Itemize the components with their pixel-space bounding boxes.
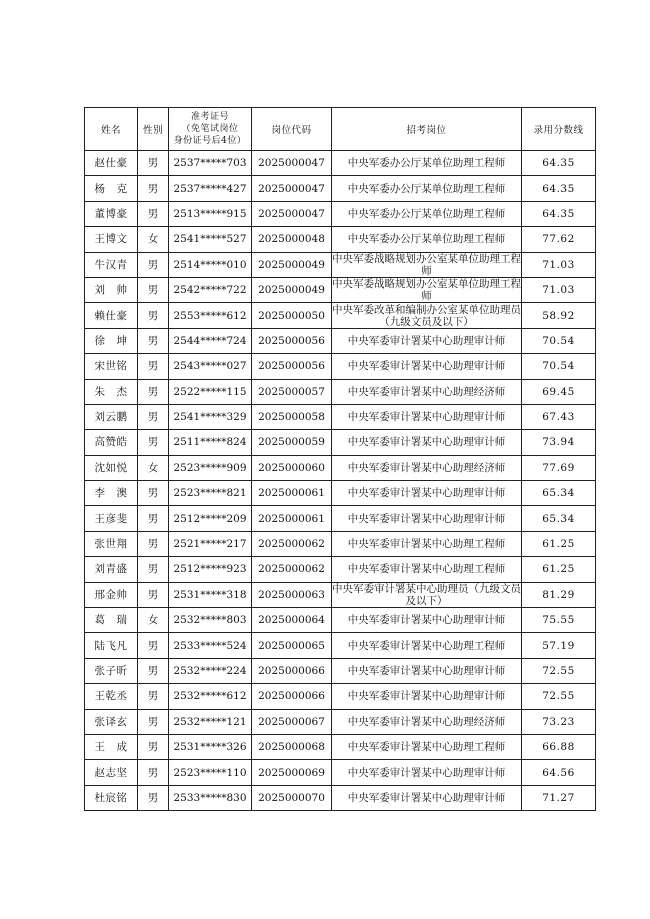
cell-gender: 男 xyxy=(138,684,169,709)
cell-score: 77.62 xyxy=(522,227,596,252)
cell-post-code: 2025000047 xyxy=(252,176,332,201)
header-exam-id-line2: （免笔试岗位 xyxy=(181,124,239,134)
cell-post: 中央军委办公厅某单位助理工程师 xyxy=(332,151,522,176)
cell-gender: 男 xyxy=(138,379,169,404)
cell-name: 葛 瑞 xyxy=(85,608,138,633)
cell-post: 中央军委审计署某中心助理工程师 xyxy=(332,557,522,582)
cell-post-code: 2025000049 xyxy=(252,252,332,277)
cell-name: 沈如悦 xyxy=(85,455,138,480)
cell-post-code: 2025000063 xyxy=(252,582,332,607)
cell-post-code: 2025000064 xyxy=(252,608,332,633)
cell-post: 中央军委审计署某中心助理审计师 xyxy=(332,404,522,429)
cell-score: 58.92 xyxy=(522,303,596,328)
cell-post-code: 2025000060 xyxy=(252,455,332,480)
table-row xyxy=(85,328,596,353)
cell-name: 王博文 xyxy=(85,227,138,252)
cell-gender: 男 xyxy=(138,481,169,506)
cell-exam-id: 2544*****724 xyxy=(169,328,252,353)
cell-score: 65.34 xyxy=(522,506,596,531)
table-row xyxy=(85,608,596,633)
cell-score: 66.88 xyxy=(522,734,596,759)
cell-name: 董博豪 xyxy=(85,201,138,226)
table-row xyxy=(85,506,596,531)
table-row xyxy=(85,709,596,734)
cell-exam-id: 2532*****612 xyxy=(169,684,252,709)
cell-post: 中央军委战略规划办公室某单位助理工程师 xyxy=(332,278,521,303)
table-row xyxy=(85,176,596,201)
cell-name: 杨 克 xyxy=(85,176,138,201)
table-row xyxy=(85,760,596,785)
cell-gender: 男 xyxy=(138,506,169,531)
cell-exam-id: 2511*****824 xyxy=(169,430,252,455)
cell-exam-id: 2541*****329 xyxy=(169,404,252,429)
cell-post: 中央军委审计署某中心助理审计师 xyxy=(332,658,522,683)
cell-gender: 男 xyxy=(138,277,169,302)
cell-name: 高赞皓 xyxy=(85,430,138,455)
cell-score: 73.94 xyxy=(522,430,596,455)
cell-post-code: 2025000070 xyxy=(252,785,332,810)
admission-table xyxy=(84,107,596,811)
cell-post: 中央军委审计署某中心助理审计师 xyxy=(332,430,522,455)
cell-post-code: 2025000049 xyxy=(252,277,332,302)
cell-score: 64.35 xyxy=(522,201,596,226)
table-row xyxy=(85,734,596,759)
cell-exam-id: 2523*****110 xyxy=(169,760,252,785)
cell-score: 75.55 xyxy=(522,608,596,633)
cell-name: 徐 坤 xyxy=(85,328,138,353)
cell-exam-id: 2542*****722 xyxy=(169,277,252,302)
cell-post-code: 2025000056 xyxy=(252,354,332,379)
cell-name: 王彦斐 xyxy=(85,506,138,531)
cell-score: 67.43 xyxy=(522,404,596,429)
cell-gender: 男 xyxy=(138,734,169,759)
header-post: 招考岗位 xyxy=(332,108,522,151)
table-row xyxy=(85,455,596,480)
cell-gender: 女 xyxy=(138,608,169,633)
cell-post: 中央军委审计署某中心助理审计师 xyxy=(332,760,522,785)
cell-score: 64.56 xyxy=(522,760,596,785)
cell-exam-id: 2541*****527 xyxy=(169,227,252,252)
cell-score: 70.54 xyxy=(522,354,596,379)
cell-post: 中央军委审计署某中心助理工程师 xyxy=(332,734,522,759)
cell-name: 赵志坚 xyxy=(85,760,138,785)
cell-name: 赵仕豪 xyxy=(85,151,138,176)
table-row xyxy=(85,303,596,328)
cell-name: 李 澳 xyxy=(85,481,138,506)
header-exam-id-line3: 身份证号后4位） xyxy=(173,136,247,146)
cell-score: 61.25 xyxy=(522,557,596,582)
cell-post: 中央军委审计署某中心助理经济师 xyxy=(332,455,522,480)
cell-name: 陆飞凡 xyxy=(85,633,138,658)
cell-post: 中央军委审计署某中心助理审计师 xyxy=(332,684,522,709)
cell-post: 中央军委审计署某中心助理审计师 xyxy=(332,354,522,379)
cell-post-code: 2025000069 xyxy=(252,760,332,785)
cell-gender: 男 xyxy=(138,176,169,201)
cell-exam-id: 2514*****010 xyxy=(169,252,252,277)
cell-score: 72.55 xyxy=(522,658,596,683)
cell-gender: 男 xyxy=(138,430,169,455)
cell-name: 张子昕 xyxy=(85,658,138,683)
cell-exam-id: 2512*****923 xyxy=(169,557,252,582)
cell-exam-id: 2521*****217 xyxy=(169,531,252,556)
cell-post: 中央军委审计署某中心助理审计师 xyxy=(332,328,522,353)
cell-post-code: 2025000066 xyxy=(252,658,332,683)
cell-exam-id: 2523*****821 xyxy=(169,481,252,506)
table-row xyxy=(85,785,596,810)
cell-name: 张世翔 xyxy=(85,531,138,556)
cell-exam-id: 2512*****209 xyxy=(169,506,252,531)
cell-gender: 男 xyxy=(138,557,169,582)
cell-gender: 女 xyxy=(138,227,169,252)
cell-post: 中央军委办公厅某单位助理工程师 xyxy=(332,201,522,226)
header-post-code: 岗位代码 xyxy=(252,108,332,151)
table-row xyxy=(85,684,596,709)
cell-score: 64.35 xyxy=(522,176,596,201)
cell-name: 朱 杰 xyxy=(85,379,138,404)
cell-exam-id: 2532*****224 xyxy=(169,658,252,683)
cell-gender: 男 xyxy=(138,404,169,429)
cell-gender: 男 xyxy=(138,252,169,277)
table-row xyxy=(85,277,596,302)
cell-score: 71.27 xyxy=(522,785,596,810)
cell-exam-id: 2537*****703 xyxy=(169,151,252,176)
cell-post-code: 2025000048 xyxy=(252,227,332,252)
table-row xyxy=(85,557,596,582)
cell-gender: 男 xyxy=(138,201,169,226)
table-header-row xyxy=(85,108,596,151)
cell-gender: 男 xyxy=(138,303,169,328)
cell-gender: 男 xyxy=(138,354,169,379)
cell-post-code: 2025000050 xyxy=(252,303,332,328)
cell-gender: 男 xyxy=(138,658,169,683)
table-row xyxy=(85,430,596,455)
cell-name: 赖仕豪 xyxy=(85,303,138,328)
cell-score: 70.54 xyxy=(522,328,596,353)
cell-gender: 男 xyxy=(138,582,169,607)
header-gender: 性别 xyxy=(138,108,169,151)
cell-post-code: 2025000056 xyxy=(252,328,332,353)
table-row xyxy=(85,531,596,556)
header-exam-id-line1: 准考证号 xyxy=(190,112,229,122)
cell-name: 刘云鹏 xyxy=(85,404,138,429)
cell-score: 77.69 xyxy=(522,455,596,480)
cell-name: 王乾丞 xyxy=(85,684,138,709)
cell-score: 71.03 xyxy=(522,277,596,302)
cell-gender: 男 xyxy=(138,709,169,734)
table-row xyxy=(85,151,596,176)
cell-name: 杜宸铭 xyxy=(85,785,138,810)
cell-exam-id: 2543*****027 xyxy=(169,354,252,379)
header-exam-id xyxy=(169,108,252,151)
cell-exam-id: 2537*****427 xyxy=(169,176,252,201)
cell-post: 中央军委审计署某中心助理工程师 xyxy=(332,633,522,658)
cell-post: 中央军委审计署某中心助理工程师 xyxy=(332,531,522,556)
cell-post: 中央军委战略规划办公室某单位助理工程师 xyxy=(332,252,521,277)
cell-post-code: 2025000066 xyxy=(252,684,332,709)
cell-post: 中央军委审计署某中心助理审计师 xyxy=(332,481,522,506)
cell-post-code: 2025000062 xyxy=(252,557,332,582)
cell-gender: 男 xyxy=(138,785,169,810)
cell-post: 中央军委审计署某中心助理审计师 xyxy=(332,785,522,810)
cell-exam-id: 2531*****318 xyxy=(169,582,252,607)
cell-name: 邢金帅 xyxy=(85,582,138,607)
table-row xyxy=(85,481,596,506)
cell-score: 61.25 xyxy=(522,531,596,556)
cell-post-code: 2025000057 xyxy=(252,379,332,404)
table-body xyxy=(85,151,596,811)
cell-post-code: 2025000047 xyxy=(252,151,332,176)
cell-post: 中央军委审计署某中心助理员（九级文员及以下） xyxy=(332,582,521,607)
cell-exam-id: 2533*****830 xyxy=(169,785,252,810)
cell-gender: 男 xyxy=(138,760,169,785)
cell-score: 65.34 xyxy=(522,481,596,506)
cell-post-code: 2025000058 xyxy=(252,404,332,429)
table-row xyxy=(85,658,596,683)
cell-post-code: 2025000061 xyxy=(252,481,332,506)
cell-post-code: 2025000065 xyxy=(252,633,332,658)
cell-score: 64.35 xyxy=(522,151,596,176)
cell-name: 王 成 xyxy=(85,734,138,759)
cell-name: 张译玄 xyxy=(85,709,138,734)
cell-post-code: 2025000068 xyxy=(252,734,332,759)
cell-post-code: 2025000061 xyxy=(252,506,332,531)
cell-gender: 男 xyxy=(138,151,169,176)
cell-post-code: 2025000062 xyxy=(252,531,332,556)
cell-score: 72.55 xyxy=(522,684,596,709)
cell-exam-id: 2523*****909 xyxy=(169,455,252,480)
table-row xyxy=(85,379,596,404)
cell-exam-id: 2531*****326 xyxy=(169,734,252,759)
cell-exam-id: 2532*****121 xyxy=(169,709,252,734)
cell-name: 宋世铭 xyxy=(85,354,138,379)
cell-post: 中央军委办公厅某单位助理工程师 xyxy=(332,176,522,201)
cell-name: 刘 帅 xyxy=(85,277,138,302)
cell-gender: 女 xyxy=(138,455,169,480)
cell-post-code: 2025000067 xyxy=(252,709,332,734)
cell-gender: 男 xyxy=(138,633,169,658)
cell-exam-id: 2553*****612 xyxy=(169,303,252,328)
header-name: 姓名 xyxy=(85,108,138,151)
cell-name: 牛汉青 xyxy=(85,252,138,277)
table-row xyxy=(85,633,596,658)
cell-name: 刘青盛 xyxy=(85,557,138,582)
cell-exam-id: 2532*****803 xyxy=(169,608,252,633)
cell-gender: 男 xyxy=(138,328,169,353)
cell-exam-id: 2522*****115 xyxy=(169,379,252,404)
table-row xyxy=(85,227,596,252)
cell-post: 中央军委审计署某中心助理经济师 xyxy=(332,709,522,734)
cell-post: 中央军委审计署某中心助理审计师 xyxy=(332,608,522,633)
table-row xyxy=(85,404,596,429)
table-row xyxy=(85,582,596,607)
cell-score: 73.23 xyxy=(522,709,596,734)
cell-score: 69.45 xyxy=(522,379,596,404)
cell-exam-id: 2533*****524 xyxy=(169,633,252,658)
cell-exam-id: 2513*****915 xyxy=(169,201,252,226)
table-row xyxy=(85,252,596,277)
cell-post: 中央军委办公厅某单位助理工程师 xyxy=(332,227,522,252)
cell-score: 57.19 xyxy=(522,633,596,658)
cell-score: 71.03 xyxy=(522,252,596,277)
cell-post: 中央军委审计署某中心助理经济师 xyxy=(332,379,522,404)
cell-gender: 男 xyxy=(138,531,169,556)
cell-post: 中央军委改革和编制办公室某单位助理员（九级文员及以下） xyxy=(332,303,521,328)
cell-post-code: 2025000059 xyxy=(252,430,332,455)
header-score: 录用分数线 xyxy=(522,108,596,151)
cell-post-code: 2025000047 xyxy=(252,201,332,226)
table-row xyxy=(85,201,596,226)
table-row xyxy=(85,354,596,379)
cell-post: 中央军委审计署某中心助理审计师 xyxy=(332,506,522,531)
cell-score: 81.29 xyxy=(522,582,596,607)
